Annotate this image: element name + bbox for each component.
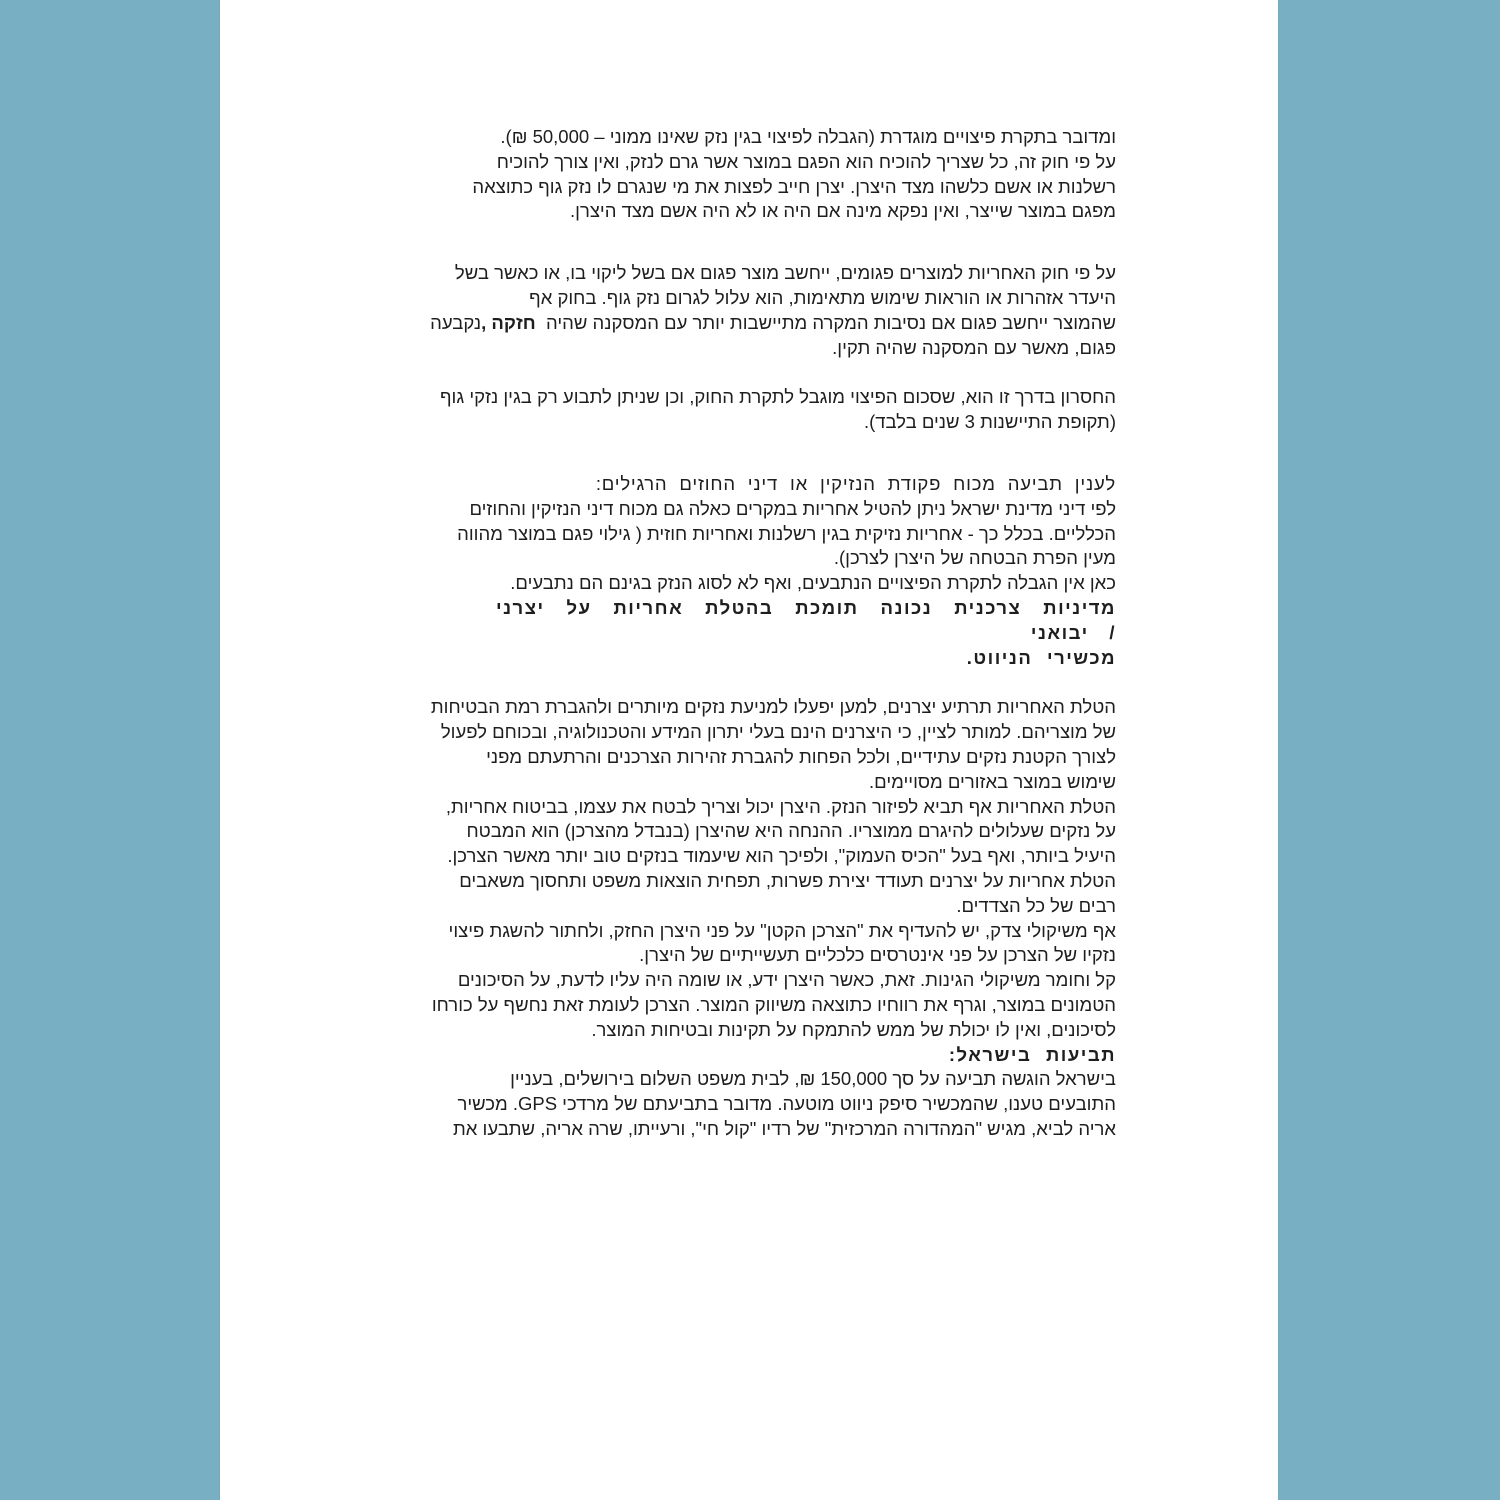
document-body xyxy=(370,125,1116,1142)
presumption-line-end: נקבעה xyxy=(430,311,482,333)
paragraph-defective-products-law-last-line: פגום, מאשר עם המסקנה שהיה תקין. xyxy=(832,336,1116,358)
paragraph-compensation-cap: ומדובר בתקרת פיצויים מוגדרת (הגבלה לפיצוי בגין נזק שאינו ממוני – 50,000 ₪). על פי חוק זה, כל שצריך להוכיח הוא הפגם במוצר אשר גרם לנזק, ואין צורך להוכיח רשלנות או אשם כלשהו מצד היצרן. יצרן חייב לפצות את מי שנגרם לו נזק גוף כתוצאה מפגם במוצר שייצר, ואין נפקא מינה אם היה או לא היה אשם מצד היצרן. xyxy=(472,126,1116,222)
presumption-bold-word: חזקה xyxy=(491,311,536,333)
presumption-comma: , xyxy=(481,311,487,333)
paragraph-defective-products-law-presumption-line xyxy=(370,311,1116,336)
paragraph-justice: אף משיקולי צדק, יש להעדיף את "הצרכן הקטן" על פני היצרן החזק, ולחתור להשגת פיצוי נזקיו של הצרכן על פני אינטרסים כלכליים תעשייתיים של היצרן. xyxy=(448,919,1116,966)
paragraph-loss-spreading: הטלת האחריות אף תביא לפיזור הנזק. היצרן יכול וצריך לבטח את עצמו, בביטוח אחריות, על נזקים שעלולים להיגרם ממוצריו. ההנחה היא שהיצרן (בנבדל מהצרכן) הוא המבטח היעיל ביותר, ואף בעל "הכיס העמוק", ולפיכך הוא שיעמוד בנזקים טוב יותר מאשר הצרכן. xyxy=(445,795,1116,867)
paragraph-israel-lawsuit: בישראל הוגשה תביעה על סך 150,000 ₪, לבית משפט השלום בירושלים, בעניין התובעים טענו, שהמכשיר סיפק ניווט מוטעה. מדובר בתביעתם של מרדכי GPS. מכשיר אריה לביא, מגיש "המהדורה המרכזית" של רדיו "קול חי", ורעייתו, שרה אריה, שתבעו את xyxy=(452,1068,1116,1139)
paragraph-defective-products-law xyxy=(370,261,1116,360)
paragraph-defective-products-law-lines: על פי חוק האחריות למוצרים פגומים, ייחשב מוצר פגום אם בשל ליקוי בו, או כאשר בשל היעדר אזהרות או הוראות שימוש מתאימות, הוא עלול לגרום נזק גוף. בחוק אף xyxy=(454,262,1116,308)
heading-consumer-policy-line1: מדיניות צרכנית נכונה תומכת בהטלת אחריות על יצרני / יבואני xyxy=(496,596,1116,643)
heading-tort-contract: לענין תביעה מכוח פקודת הנזיקין או דיני החוזים הרגילים: xyxy=(595,472,1116,494)
paragraph-fairness: קל וחומר משיקולי הגינות. זאת, כאשר היצרן ידע, או שומה היה עליו לדעת, על הסיכונים הטמונים במוצר, וגרף את רווחיו כתוצאה משיווק המוצר. הצרכן לעומת זאת נחשף על כורחו לסיכונים, ואין לו יכולת של ממש להתמקח על תקינות ובטיחות המוצר. xyxy=(431,969,1116,1040)
paragraph-drawback: החסרון בדרך זו הוא, שסכום הפיצוי מוגבל לתקרת החוק, וכן שניתן לתבוע רק בגין נזקי גוף (תקופת התיישנות 3 שנים בלבד). xyxy=(440,386,1116,433)
paragraph-deterrence: הטלת האחריות תרתיע יצרנים, למען יפעלו למניעת נזקים מיותרים ולהגברת רמת הבטיחות של מוצריהם. למותר לציין, כי היצרנים הינם בעלי יתרון המידע והטכנולוגיה, ובכוחם לפעול לצורך הקטנת נזקים עתידיים, ולכל הפחות להגברת זהירות הצרכנים והרתעתם מפני שימוש במוצר באזורים מסויימים. xyxy=(430,696,1116,792)
heading-israel-lawsuits: תביעות בישראל: xyxy=(948,1043,1116,1065)
document-page xyxy=(220,0,1278,1500)
heading-consumer-policy xyxy=(370,596,1116,670)
paragraph-no-limit: כאן אין הגבלה לתקרת הפיצויים הנתבעים, ואף לא לסוג הנזק בגינם הם נתבעים. xyxy=(510,572,1116,594)
paragraph-settlements: הטלת אחריות על יצרנים תעודד יצירת פשרות, תפחית הוצאות משפט ותחסוך משאבים רבים של כל הצדדים. xyxy=(459,869,1116,916)
paragraph-israel-law: לפי דיני מדינת ישראל ניתן להטיל אחריות במקרים כאלה גם מכוח דיני הנזיקין והחוזים הכלליים. בכלל כך - אחריות נזיקית בגין רשלנות ואחריות חוזית ( גילוי פגם במוצר מהווה מעין הפרת הבטחה של היצרן לצרכן). xyxy=(457,497,1116,569)
presumption-line-text: שהמוצר ייחשב פגום אם נסיבות המקרה מתיישבות יותר עם המסקנה שהיה xyxy=(545,311,1116,333)
heading-consumer-policy-line2: מכשירי הניווט. xyxy=(966,646,1116,668)
